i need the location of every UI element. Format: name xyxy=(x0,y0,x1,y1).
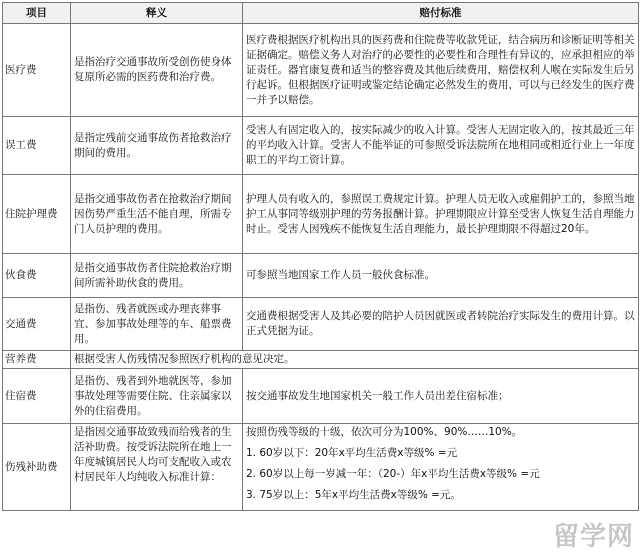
row-standard: 护理人员有收入的，参照误工费规定计算。护理人员无收入或雇佣护工的，参照当地护工从事同等级别护理的劳务报酬计算。护理期限应计算至受害人恢复生活自理能力时止。受害人因残疾不能恢复生活自理能力，最长护理期限不得超过20年。 xyxy=(243,175,639,254)
compensation-table xyxy=(2,2,639,511)
row-definition: 是指治疗交通事故所受创伤使身体复原所必需的医药费和治疗费。 xyxy=(71,24,243,117)
row-standard: 按交通事故发生地国家机关一般工作人员出差住宿标准； xyxy=(243,369,639,424)
row-standard xyxy=(243,424,639,511)
row-definition: 是指因交通事故致残而给残者的生活补助费。按受诉法院所在地上一年度城镇居民人均可支配收入或农村居民年人均纯收入标准计算： xyxy=(71,424,243,511)
row-definition: 是指交通事故伤者住院抢救治疗期间所需补助伙食的费用。 xyxy=(71,254,243,298)
row-item: 住宿费 xyxy=(3,369,71,424)
row-standard: 受害人有固定收入的，按实际减少的收入计算。受害人无固定收入的，按其最近三年的平均收入计算。受害人不能举证的可参照受诉法院所在地相同或相近行业上一年度职工的平均工资计算。 xyxy=(243,117,639,175)
table-row xyxy=(3,175,639,254)
row-definition: 是指伤、残者就医或办理丧葬事宜、参加事故处理等的车、船票费用。 xyxy=(71,298,243,351)
disability-line-2: 1. 60岁以下：20年x平均生活费x等级% =元 xyxy=(246,447,458,459)
header-standard: 赔付标准 xyxy=(243,3,639,24)
disability-line-1: 按照伤残等级的十级，依次可分为100%、90%……10%。 xyxy=(246,426,523,438)
row-item: 住院护理费 xyxy=(3,175,71,254)
row-item: 营养费 xyxy=(3,351,71,369)
row-definition: 是指定残前交通事故伤者抢救治疗期间的费用。 xyxy=(71,117,243,175)
table-header-row xyxy=(3,3,639,24)
table-row xyxy=(3,369,639,424)
row-item: 伤残补助费 xyxy=(3,424,71,511)
table-row xyxy=(3,351,639,369)
row-merged-text: 根据受害人伤残情况参照医疗机构的意见决定。 xyxy=(71,351,639,369)
header-definition: 释义 xyxy=(71,3,243,24)
row-item: 医疗费 xyxy=(3,24,71,117)
row-standard: 交通费根据受害人及其必要的陪护人员因就医或者转院治疗实际发生的费用计算。以正式凭据为证。 xyxy=(243,298,639,351)
watermark-logo: 留学网 xyxy=(552,522,634,552)
table-row xyxy=(3,24,639,117)
row-definition: 是指伤、残者到外地就医等，参加事故处理等需要住院、住亲属家以外的住宿费用。 xyxy=(71,369,243,424)
row-definition: 是指交通事故伤者在抢救治疗期间因伤势严重生活不能自理，所需专门人员护理的费用。 xyxy=(71,175,243,254)
table-row xyxy=(3,117,639,175)
table-row xyxy=(3,298,639,351)
table-row xyxy=(3,254,639,298)
row-item: 交通费 xyxy=(3,298,71,351)
table-row xyxy=(3,424,639,511)
row-standard: 医疗费根据医疗机构出具的医药费和住院费等收款凭证，结合病历和诊断证明等相关证据确定。赔偿义务人对治疗的必要性的必要性和合理性有异议的，应承担相应的举证责任。器官康复费和适当的整容费及其他后续费用，赔偿权利人喉在实际发生后另行起诉。但根据医疗证明或鉴定结论确定必然发生的费用，可以与已经发生的医疗费一并予以赔偿。 xyxy=(243,24,639,117)
disability-line-3: 2. 60岁以上每一岁减一年：（20-）年x平均生活费x等级% =元 xyxy=(246,468,540,480)
disability-line-4: 3. 75岁以上：5年x平均生活费x等级% =元。 xyxy=(246,489,461,501)
row-item: 伙食费 xyxy=(3,254,71,298)
row-standard: 可参照当地国家工作人员一般伙食标准。 xyxy=(243,254,639,298)
row-item: 误工费 xyxy=(3,117,71,175)
header-item: 项目 xyxy=(3,3,71,24)
